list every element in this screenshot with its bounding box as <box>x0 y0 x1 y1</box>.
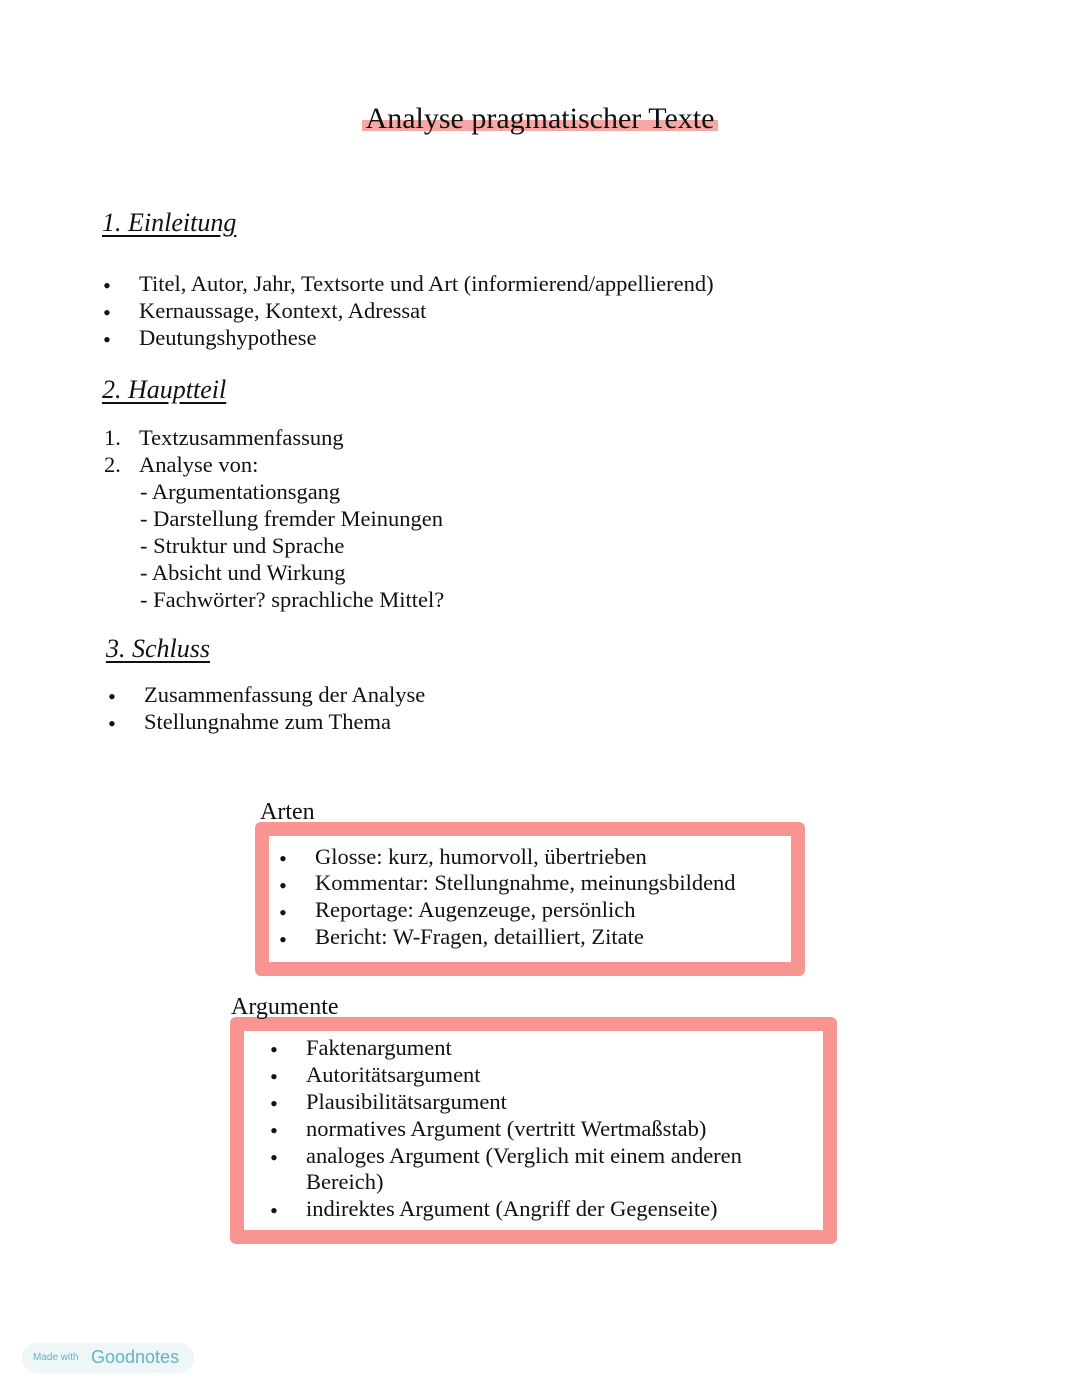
badge-brand: Goodnotes <box>91 1347 180 1367</box>
list-item: analoges Argument (Verglich mit einem anderen <box>306 1143 742 1168</box>
bullet-icon: • <box>279 873 287 898</box>
list-item: Analyse von: <box>139 452 259 477</box>
bullet-icon: • <box>103 273 111 298</box>
sub-item: - Argumentationsgang <box>140 479 341 504</box>
list-number: 2. <box>104 452 121 477</box>
list-item: Autoritätsargument <box>306 1062 481 1087</box>
list-item: indirektes Argument (Angriff der Gegenseite) <box>306 1196 718 1221</box>
bullet-icon: • <box>270 1064 278 1089</box>
bullet-icon: • <box>270 1037 278 1062</box>
bullet-icon: • <box>279 846 287 871</box>
sub-item: - Darstellung fremder Meinungen <box>140 506 444 531</box>
heading-schluss: 3. Schluss <box>106 634 210 663</box>
list-item: Bericht: W-Fragen, detailliert, Zitate <box>315 924 644 949</box>
list-item: normatives Argument (vertritt Wertmaßstab) <box>306 1116 707 1141</box>
badge-made-with: Made with <box>33 1352 79 1363</box>
bullet-icon: • <box>108 684 116 709</box>
bullet-icon: • <box>279 927 287 952</box>
page-title: Analyse pragmatischer Texte <box>0 102 1080 136</box>
sub-item: - Struktur und Sprache <box>140 533 345 558</box>
list-item: Zusammenfassung der Analyse <box>144 682 426 707</box>
bullet-icon: • <box>103 327 111 352</box>
list-item-continuation: Bereich) <box>306 1169 384 1194</box>
list-item: Deutungshypothese <box>139 325 317 350</box>
list-item: Stellungnahme zum Thema <box>144 709 392 734</box>
goodnotes-badge <box>22 1343 194 1373</box>
list-item: Faktenargument <box>306 1035 452 1060</box>
arten-label: Arten <box>260 799 315 825</box>
bullet-icon: • <box>108 711 116 736</box>
list-item: Titel, Autor, Jahr, Textsorte und Art (informierend/appellierend) <box>139 271 714 296</box>
bullet-icon: • <box>279 900 287 925</box>
bullet-icon: • <box>270 1145 278 1170</box>
heading-einleitung: 1. Einleitung <box>102 208 237 237</box>
list-item: Textzusammenfassung <box>139 425 344 450</box>
list-number: 1. <box>104 425 121 450</box>
list-item: Kommentar: Stellungnahme, meinungsbildend <box>315 870 736 895</box>
bullet-icon: • <box>270 1198 278 1223</box>
bullet-icon: • <box>270 1118 278 1143</box>
bullet-icon: • <box>270 1091 278 1116</box>
list-item: Reportage: Augenzeuge, persönlich <box>315 897 636 922</box>
bullet-icon: • <box>103 300 111 325</box>
list-item: Kernaussage, Kontext, Adressat <box>139 298 427 323</box>
list-item: Plausibilitätsargument <box>306 1089 507 1114</box>
heading-hauptteil: 2. Hauptteil <box>102 375 227 404</box>
sub-item: - Fachwörter? sprachliche Mittel? <box>140 587 445 612</box>
argumente-label: Argumente <box>231 994 339 1020</box>
list-item: Glosse: kurz, humorvoll, übertrieben <box>315 844 647 869</box>
sub-item: - Absicht und Wirkung <box>140 560 346 585</box>
